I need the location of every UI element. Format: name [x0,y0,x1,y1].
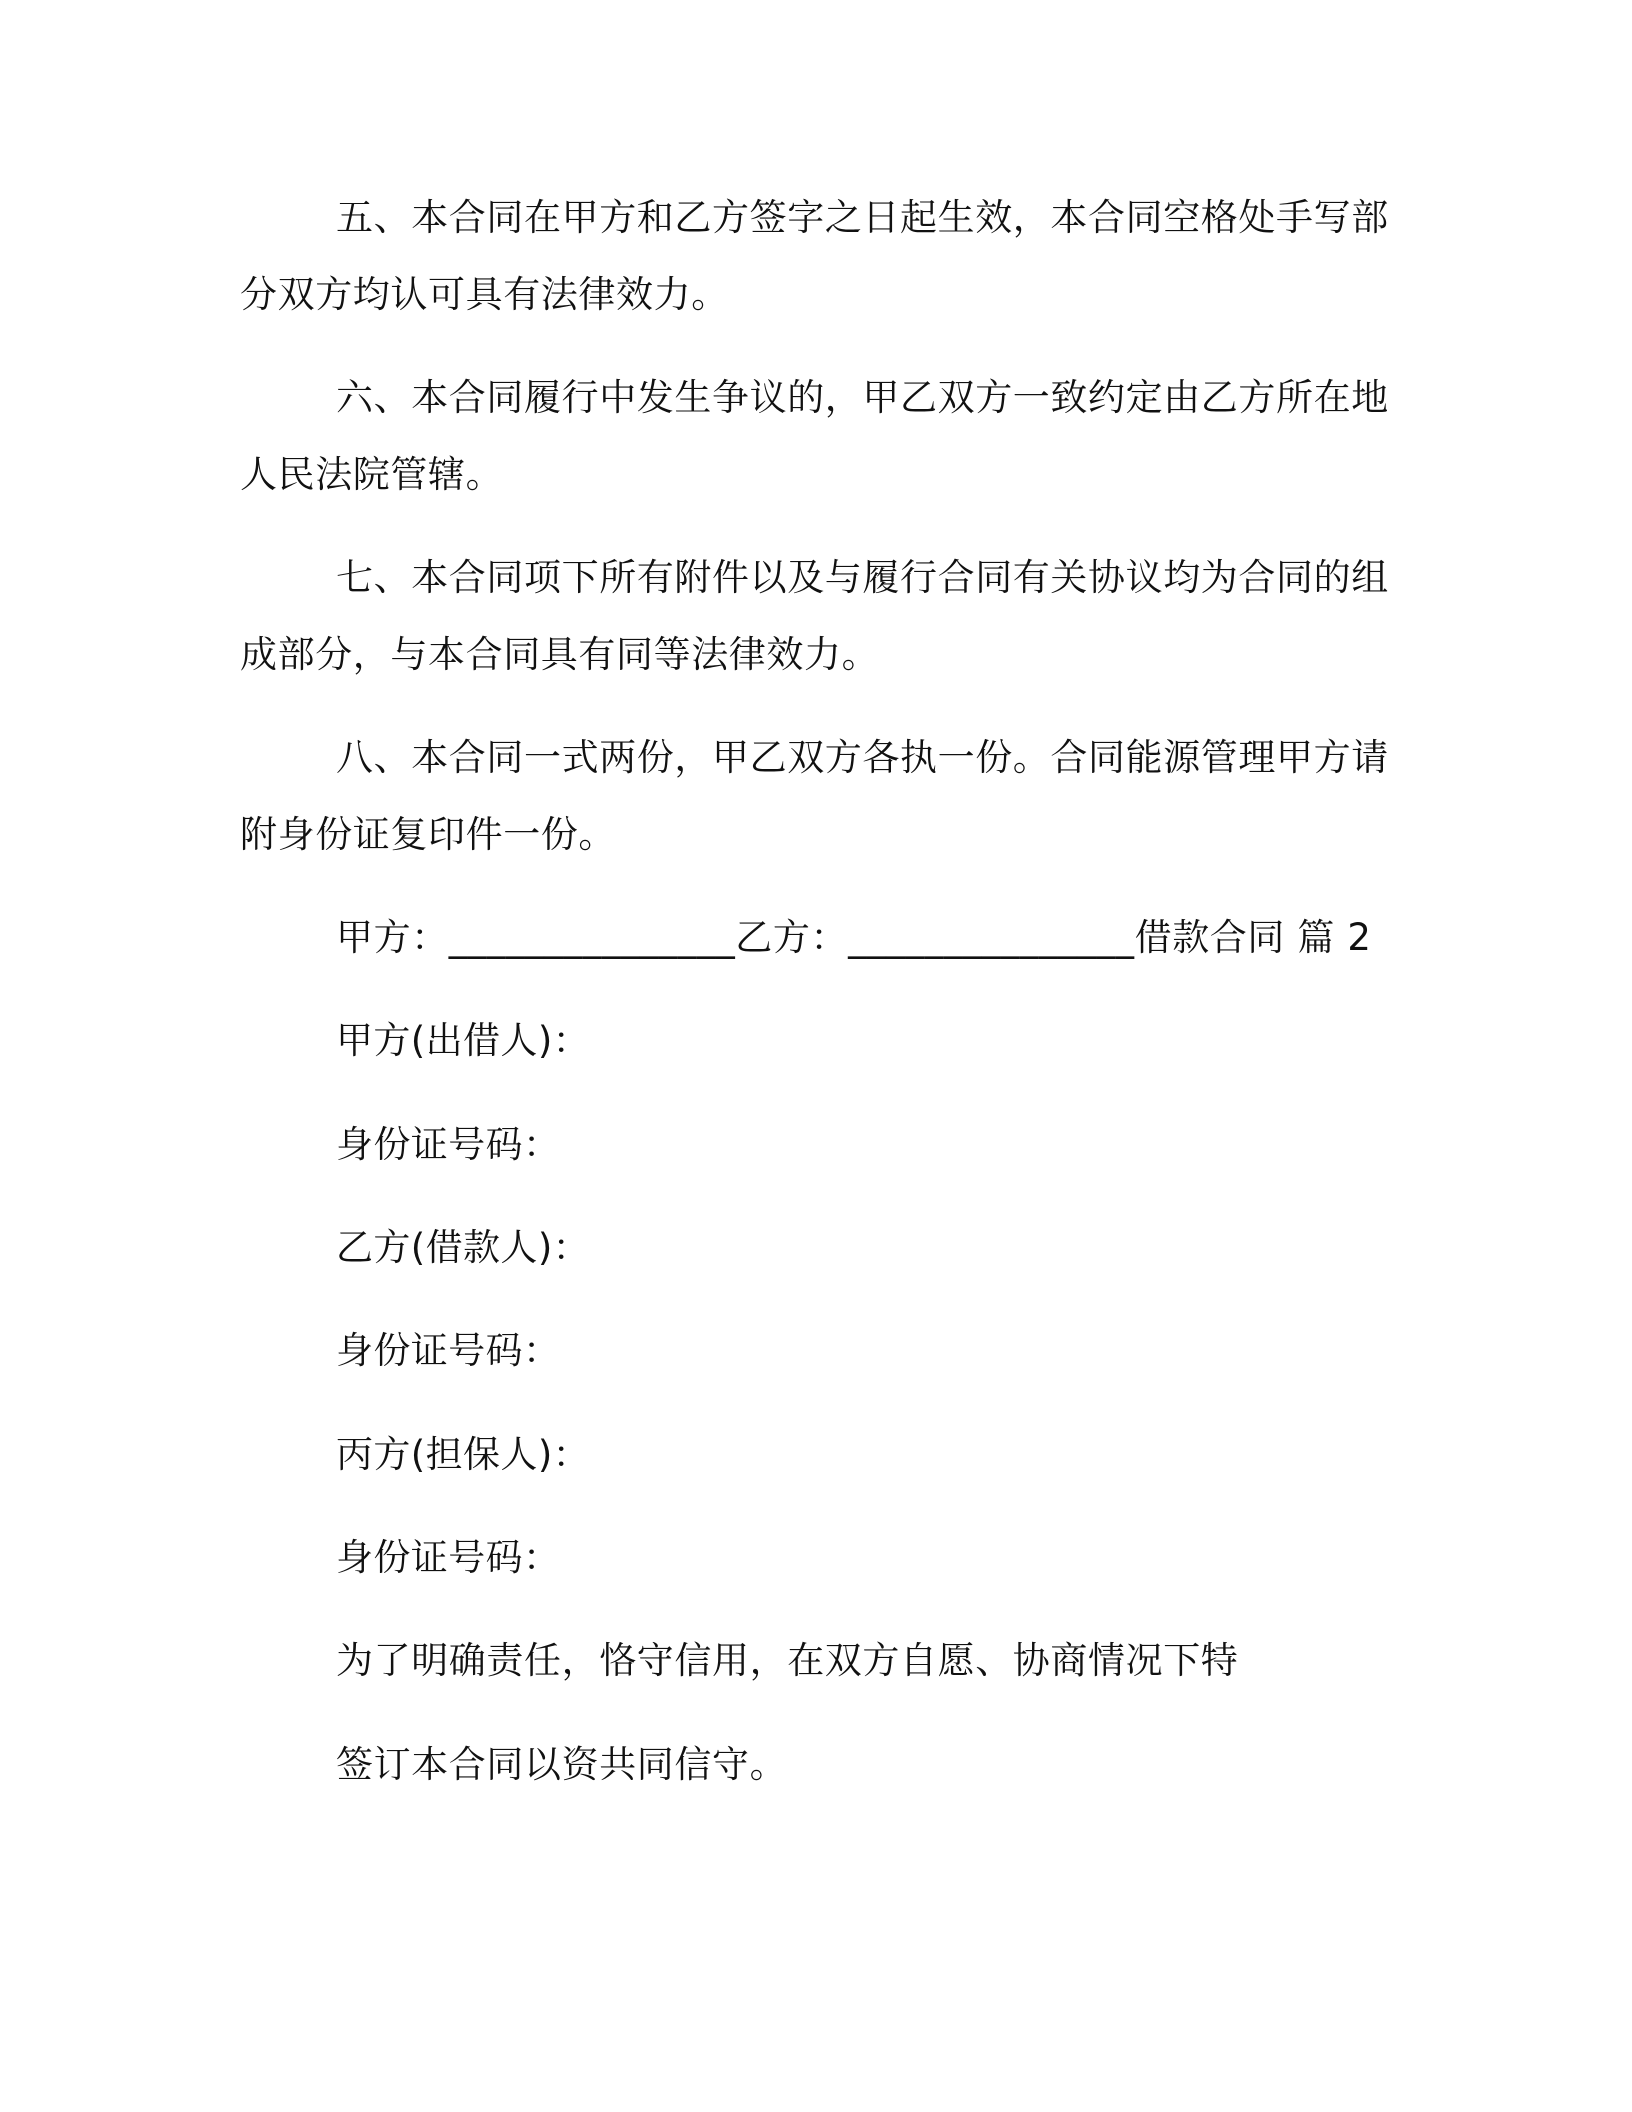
lender-field-label: 甲方(出借人)： [336,1019,591,1062]
signature-line: 甲方：_______________乙方：_______________借款合同 篇 2 [336,916,1372,959]
guarantor-id-field-label: 身份证号码： [336,1536,561,1579]
guarantor-field-label: 丙方(担保人)： [336,1433,591,1476]
clause-5-line-2: 分双方均认可具有法律效力。 [240,273,729,316]
lender-id-field-label: 身份证号码： [336,1123,561,1166]
clause-6-line-1: 六、本合同履行中发生争议的，甲乙双方一致约定由乙方所在地 [336,376,1389,419]
preamble-line-1: 为了明确责任，恪守信用，在双方自愿、协商情况下特 [336,1639,1239,1682]
clause-7-line-1: 七、本合同项下所有附件以及与履行合同有关协议均为合同的组 [336,556,1389,599]
borrower-id-field-label: 身份证号码： [336,1329,561,1372]
preamble-line-2: 签订本合同以资共同信守。 [336,1743,788,1786]
clause-6-line-2: 人民法院管辖。 [240,453,504,496]
clause-8-line-1: 八、本合同一式两份，甲乙双方各执一份。合同能源管理甲方请 [336,736,1389,779]
clause-8-line-2: 附身份证复印件一份。 [240,813,616,856]
clause-7-line-2: 成部分，与本合同具有同等法律效力。 [240,633,880,676]
clause-5-line-1: 五、本合同在甲方和乙方签字之日起生效，本合同空格处手写部 [336,196,1389,239]
borrower-field-label: 乙方(借款人)： [336,1226,591,1269]
